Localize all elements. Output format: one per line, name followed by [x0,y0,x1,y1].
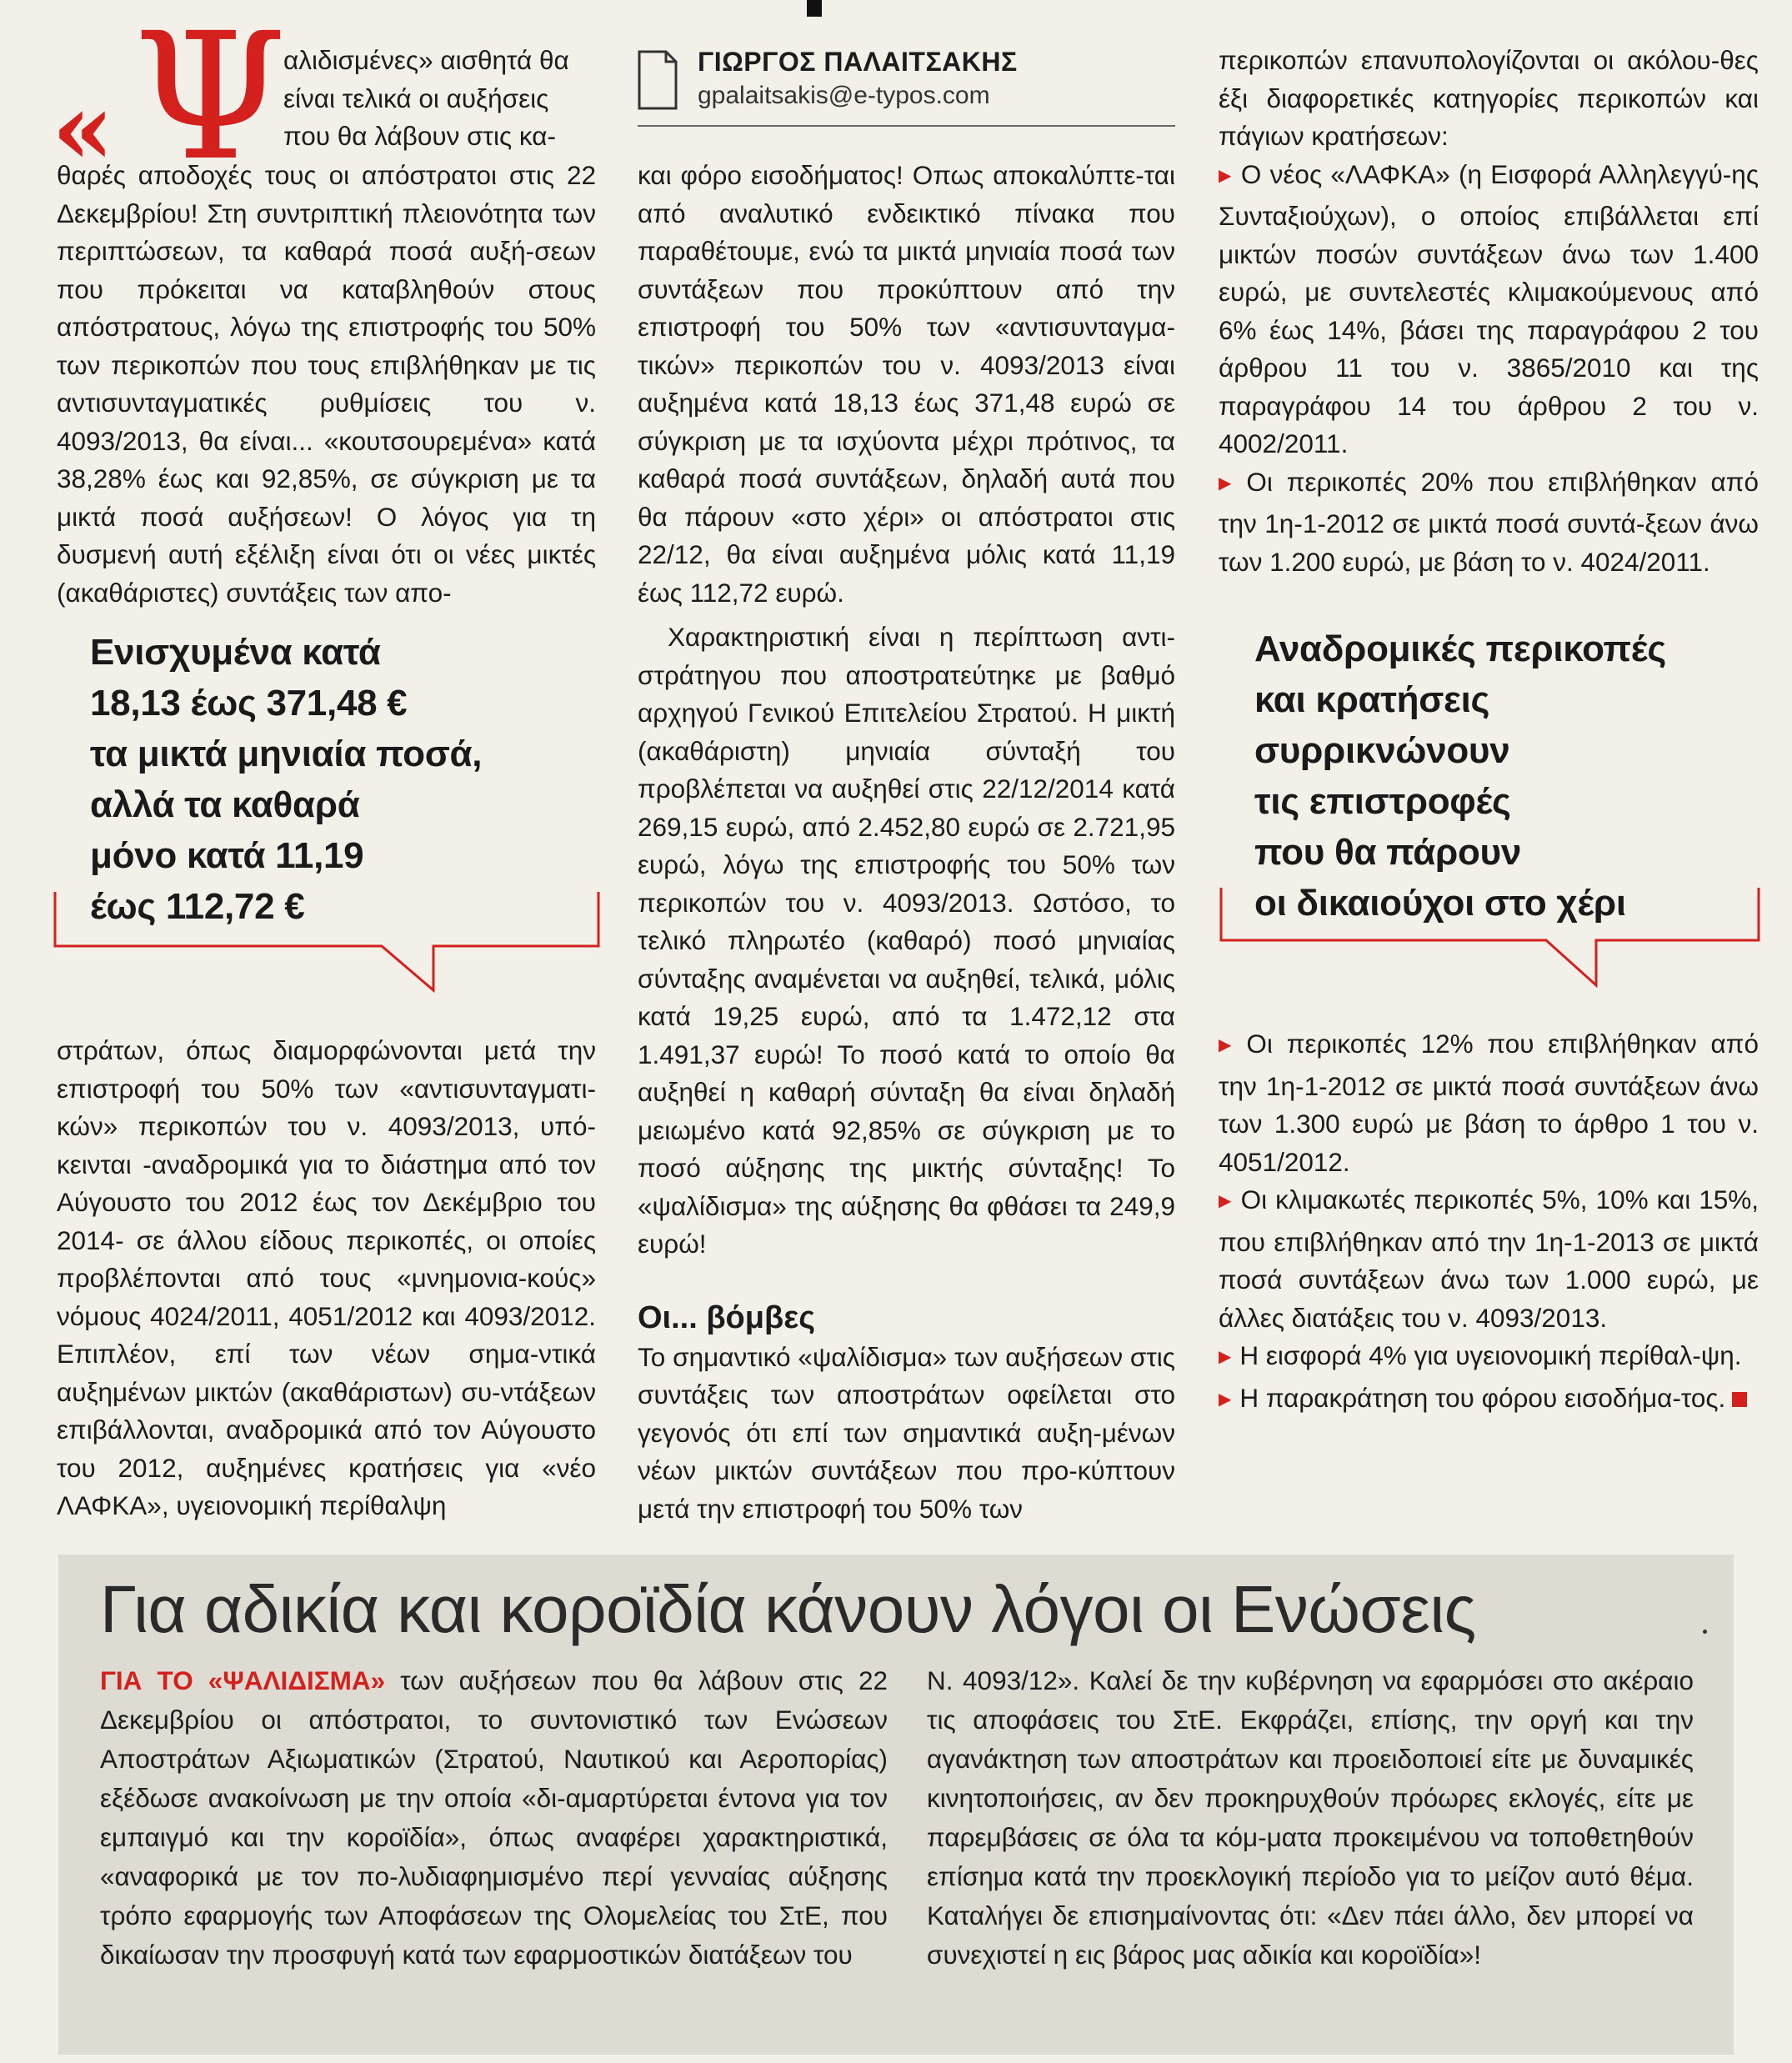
pull-quote-line: που θα πάρουν [1254,832,1522,873]
pull-quote-line: τις επιστροφές [1254,781,1511,822]
pull-quote-line: Ενισχυμένα κατά [90,632,381,673]
column-3-bottom [1219,1025,1759,1421]
bullet-item: ▶ Ο νέος «ΛΑΦΚΑ» (η Εισφορά Αλληλεγγύ-ης Συνταξιούχων), ο οποίος επιβάλλεται επί μικτών ποσών συντάξεων άνω των 1.400 ευρώ, με συντελεστές κλιμακούμενους από 6% έως 14%, βάσει της παραγράφου 2 του άρθρου 11 του ν. 3865/2010 και της παραγράφου 14 του άρθρου 2 του ν. 4002/2011. [1219,156,1759,463]
subhead: Οι... βόμβες [638,1299,815,1335]
author-name: ΓΙΩΡΓΟΣ ΠΑΛΑΙΤΣΑΚΗΣ [698,47,1018,77]
text-line: αλιδισμένες» αισθητά θα [283,45,569,75]
paragraph: και φόρο εισοδήματος! Οπως αποκαλύπτε-ται από αναλυτικό ενδεικτικό πίνακα που παραθέτουμε, ενώ τα μικτά μηνιαία ποσά των συντάξεων που προκύπτουν από την επιστροφή του 50% των «αντισυνταγμα-τικών» περικοπών του ν. 4093/2013 είναι αυξημένα κατά 18,13 έως 371,48 ευρώ σε σύγκριση με τα ισχύοντα μέχρι πρότινος, τα καθαρά ποσά συντάξεων, δηλαδή αυτά που θα πάρουν «στο χέρι» οι απόστρατοι στις 22/12, θα είναι αυξημένα μόλις κατά 11,19 έως 112,72 ευρώ. [638,160,1175,608]
paragraph: στράτων, όπως διαμορφώνονται μετά την επιστροφή του 50% των «αντισυνταγματι-κών» περικοπών του ν. 4093/2013, υπό-κεινται -αναδρομικά για το διάστημα από τον Αύγουστο του 2012 έως τον Δεκέμβριο του 2014- σε άλλου είδους περικοπές, οι οποίες προβλέπονται από τους «μνημονια-κούς» νόμους 4024/2011, 4051/2012 και 4093/2012. Επιπλέον, επί των νέων σημα-ντικά αυξημένων μικτών (ακαθάριστων) συ-ντάξεων επιβάλλονται, αναδρομικά από τον Αύγουστο του 2012, αυξημένες κρατήσεις για «νέο ΛΑΦΚΑ», υγειονομική περίθαλψη [57,1035,596,1520]
pull-quote-line: Αναδρομικές περικοπές [1254,628,1666,669]
bullet-item: ▶ Η εισφορά 4% για υγειονομική περίθαλ-ψη. [1219,1337,1759,1380]
text-line: είναι τελικά οι αυξήσεις [283,83,549,113]
box-column-left [100,1661,888,1975]
end-mark-icon [1732,1392,1747,1407]
bullet-item: ▶ Οι κλιμακωτές περικοπές 5%, 10% και 15%, που επιβλήθηκαν από την 1η-1-2013 σε μικτά ποσά συντάξεων άνω των 1.000 ευρώ, με άλλες διατάξεις του ν. 4093/2013. [1219,1181,1759,1337]
bullet-item: ▶ Οι περικοπές 20% που επιβλήθηκαν από την 1η-1-2012 σε μικτά ποσά συντά-ξεων άνω των 1.200 ευρώ, με βάση το ν. 4024/2011. [1219,463,1759,582]
pull-quote-line: μόνο κατά 11,19 [90,835,364,876]
lead-in: ΓΙΑ ΤΟ «ΨΑΛΙΔΙΣΜΑ» [100,1665,386,1695]
pull-quote-line: συρρικνώνουν [1254,730,1510,771]
box-title: Για αδικία και κοροϊδία κάνουν λόγοι οι Ενώσεις [100,1572,1476,1646]
paragraph: Το σημαντικό «ψαλίδισμα» των αυξήσεων στις συντάξεις των αποστράτων οφείλεται στο γεγονός ότι επί των σημαντικά αυξη-μένων νέων μικτών συντάξεων που προ-κύπτουν μετά την επιστροφή του 50% των [638,1341,1175,1524]
box-text: των αυξήσεων που θα λάβουν στις 22 Δεκεμβρίου οι απόστρατοι, το συντονιστικό των Ενώσεων Αποστράτων Αξιωματικών (Στρατού, Ναυτικού και Αεροπορίας) εξέδωσε ανακοίνωση με την οποία «δι-αμαρτύρεται έντονα για τον εμπαιγμό και την κοροϊδία», όπως αναφέρει χαρακτηριστικά, «αναφορικά με τον πο-λυδιαφημισμένο περί γενναίας αύξησης τρόπο εφαρμογής των Αποφάσεων της Ολομελείας του ΣτΕ, που δικαίωσαν την προσφυγή κατά των εφαρμοστικών διατάξεων του [100,1665,888,1970]
paragraph [100,1661,888,1975]
bullet-item-last [1219,1380,1759,1422]
paragraph: θαρές αποδοχές τους οι απόστρατοι στις 22 Δεκεμβρίου! Στη συντριπτική πλειονότητα των περιπτώσεων, τα καθαρά ποσά αυξή-σεων που πρόκειται να καταβληθούν στους απόστρατους, λόγω της επιστροφής του 50% των περικοπών που τους επιβλήθηκαν με τις αντισυνταγματικές ρυθμίσεις του ν. 4093/2013, θα είναι... «κουτσουρεμένα» κατά 38,28% έως και 92,85%, σε σύγκριση με τα μικτά ποσά αυξήσεων! Ο λόγος για τη δυσμενή αυτή εξέλιξη είναι ότι οι νέες μικτές (ακαθάριστες) συντάξεις των απο- [57,160,596,608]
pull-quote-line: αλλά τα καθαρά [90,784,360,825]
pull-quote-line: και κρατήσεις [1254,679,1490,720]
pull-quote-line: 18,13 έως 371,48 € [90,683,408,724]
sidebar-box [58,1555,1734,2055]
drop-cap-letter: Ψ [133,0,288,199]
pull-quote-line: τα μικτά μηνιαία ποσά, [90,734,483,774]
paragraph: Ν. 4093/12». Καλεί δε την κυβέρνηση να εφαρμόσει στο ακέραιο τις αποφάσεις του ΣτΕ. Εκφράζει, επίσης, την οργή και την αγανάκτηση των αποστράτων και προειδοποιεί είτε με δυναμικές κινητοποιήσεις, αν δεν προκηρυχθούν πρόωρες εκλογές, είτε με παρεμβάσεις σε όλα τα κόμ-ματα προκειμένου να τοποθετηθούν επίσημα κατά την προεκλογική περίοδο για το μείζον αυτό θέμα. Καταλήγει δε επισημαίνοντας ότι: «Δεν πάει άλλο, δεν μπορεί να συνεχιστεί η εις βάρος μας αδικία και κοροϊδία»! [927,1665,1694,1970]
text-line: που θα λάβουν στις κα- [283,121,556,151]
paragraph: περικοπών επανυπολογίζονται οι ακόλου-θες έξι διαφορετικές κατηγορίες περικοπών και πάγιων κρατήσεων: [1219,45,1759,151]
box-column-right [927,1661,1694,1975]
dot-mark [1703,1630,1707,1634]
bullet-text: ▶ Η παρακράτηση του φόρου εισοδήμα-τος. [1219,1383,1725,1413]
drop-cap-quote: « [52,70,114,188]
paragraph: Χαρακτηριστική είναι η περίπτωση αντι-στράτηγου που αποστρατεύτηκε με βαθμό αρχηγού Γενικού Επιτελείου Στρατού. Η μικτή (ακαθάριστη) μηνιαία σύνταξή του προβλέπεται να αυξηθεί στις 22/12/2014 κατά 269,15 ευρώ, από 2.452,80 ευρώ σε 2.721,95 ευρώ, λόγω της επιστροφής του 50% των περικοπών του ν. 4093/2013. Ωστόσο, το τελικό πληρωτέο (καθαρό) ποσό μηνιαίας σύνταξης αναμένεται να αυξηθεί, τελικά, μόλις κατά 19,25 ευρώ, από τα 1.472,12 στα 1.491,37 ευρώ! Το ποσό κατά το οποίο θα αυξηθεί η καθαρή σύνταξη θα είναι δηλαδή μειωμένο κατά 92,85% σε σύγκριση με το ποσό αύξησης της μικτής σύνταξης! Το «ψαλίδισμα» της αύξησης θα φθάσει τα 249,9 ευρώ! [638,622,1175,1259]
pull-quote-line: έως 112,72 € [90,886,305,927]
bullet-item: ▶ Οι περικοπές 12% που επιβλήθηκαν από την 1η-1-2012 σε μικτά ποσά συντάξεων άνω των 1.300 ευρώ με βάση το άρθρο 1 του ν. 4051/2012. [1219,1025,1759,1181]
author-email[interactable]: gpalaitsakis@e-typos.com [698,82,990,109]
pull-quote-line: οι δικαιούχοι στο χέρι [1254,883,1626,924]
